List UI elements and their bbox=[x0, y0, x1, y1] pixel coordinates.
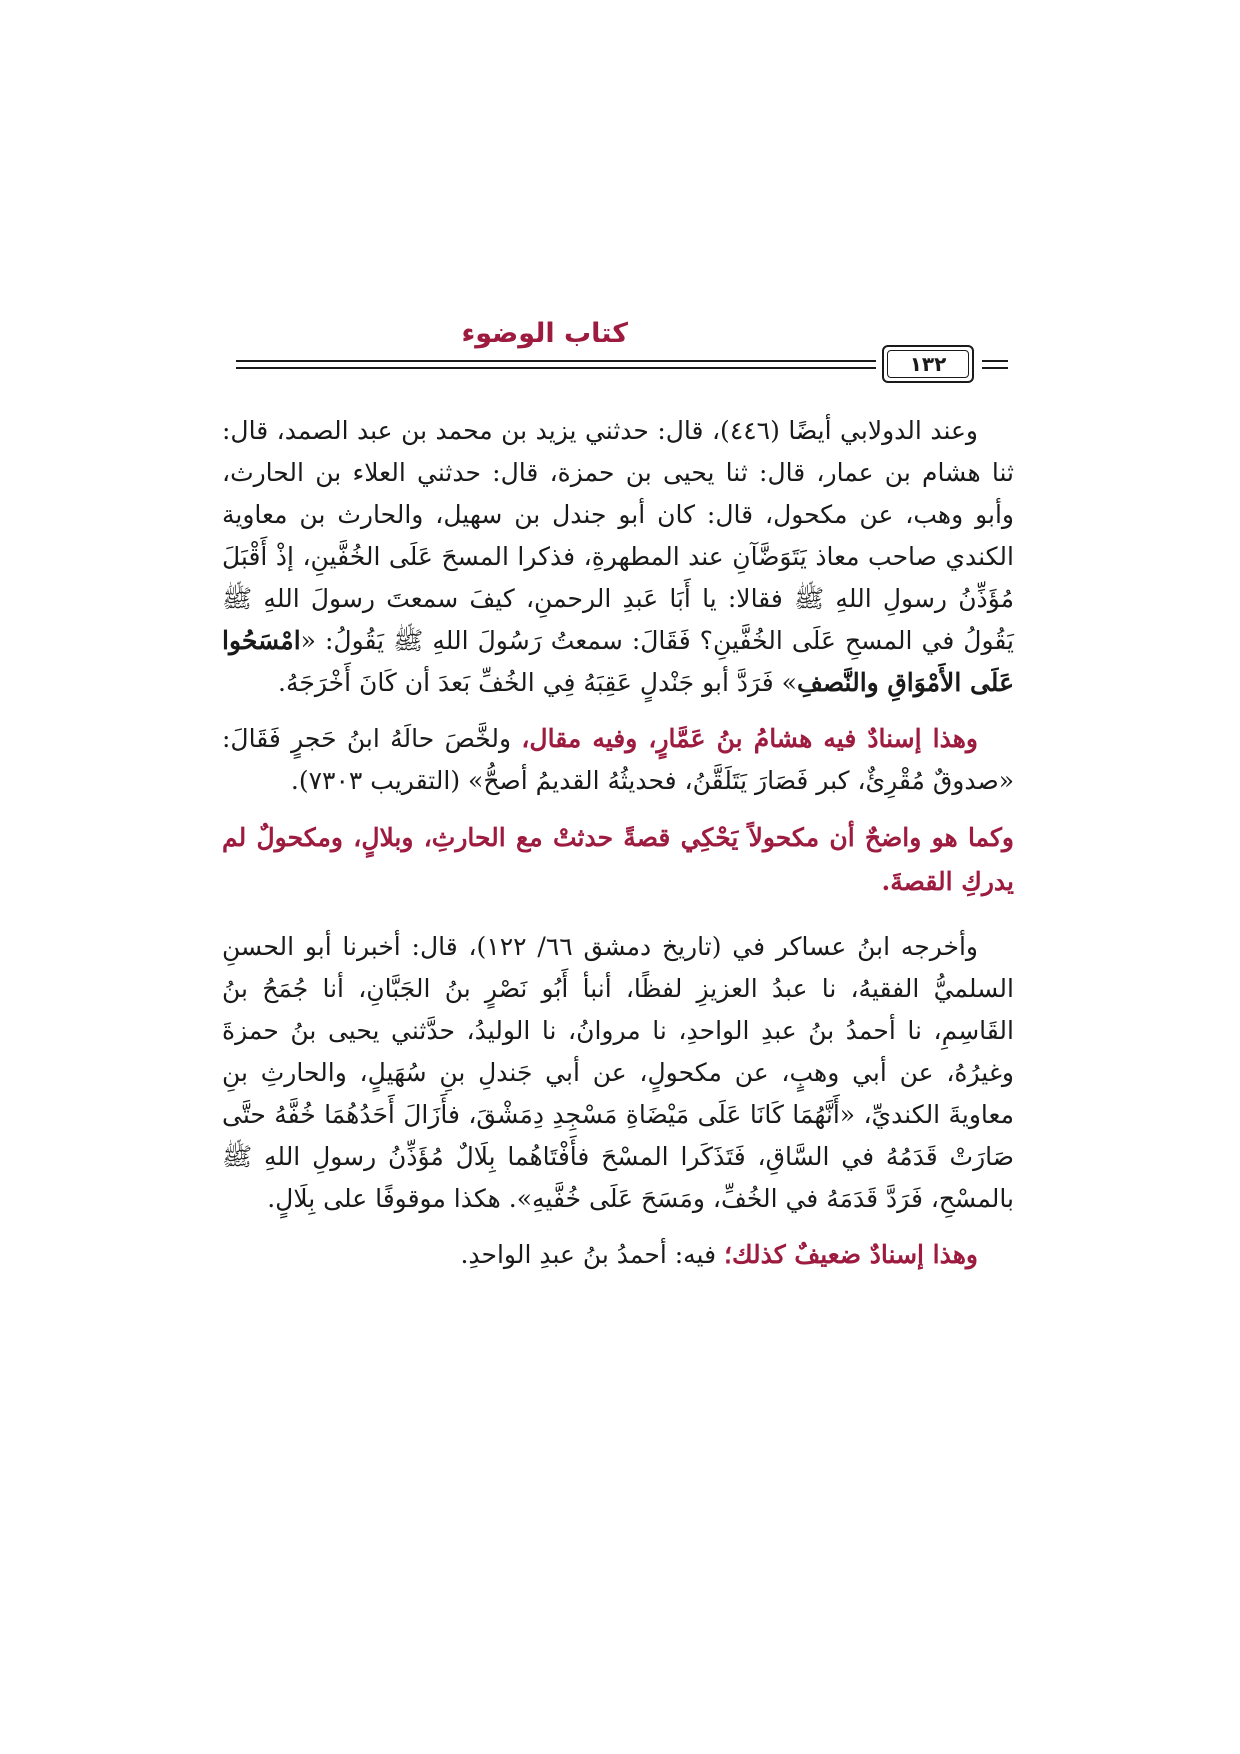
paragraph-makhul-note: وكما هو واضحٌ أن مكحولاً يَحْكِي قصةً حدثتْ مع الحارثِ، وبلالٍ، ومكحولٌ لم يدركِ القصةَ. bbox=[222, 823, 1014, 896]
weak-isnad-judgement: وهذا إسنادٌ ضعيفٌ كذلك؛ bbox=[724, 1240, 978, 1269]
paragraph-isnad-weak bbox=[222, 1234, 1014, 1276]
page-number-frame bbox=[882, 345, 974, 383]
weak-isnad-reason: فيه: أحمدُ بنُ عبدِ الواحدِ. bbox=[460, 1240, 724, 1269]
hadith-quote: امْسَحُوا عَلَى الأَمْوَاقِ والنَّصفِ bbox=[222, 626, 1014, 697]
header-rule-long bbox=[236, 360, 876, 369]
paragraph-dulabi-text: وعند الدولابي أيضًا (٤٤٦)، قال: حدثني يزيد بن محمد بن عبد الصمد، قال: ثنا هشام بن عمار، قال: ثنا يحيى بن حمزة، قال: حدثني العلاء بن الحارث، وأبو وهب، عن مكحول، قال: كان أبو جندل بن سهيل، والحارث بن معاوية الكندي صاحب معاذ يَتَوَضَّآنِ عند المطهرةِ، فذكرا المسحَ عَلَى الخُفَّينِ، إذْ أَقْبَلَ مُؤَذِّنُ رسولِ اللهِ ﷺ فقالا: يا أَبَا عَبدِ الرحمنِ، كيفَ سمعتَ رسولَ اللهِ ﷺ يَقُولُ في المسحِ عَلَى الخُفَّينِ؟ فَقَالَ: سمعتُ رَسُولَ اللهِ ﷺ يَقُولُ: « bbox=[222, 416, 1014, 655]
paragraph-dulabi-end: » فَرَدَّ أبو جَنْدلٍ عَقِبَهُ فِي الخُفِّ بَعدَ أن كَانَ أَخْرَجَهُ. bbox=[278, 668, 797, 697]
book-title: كتاب الوضوء bbox=[461, 318, 628, 349]
paragraph-isnad-hisham bbox=[222, 718, 1014, 802]
paragraph-ibn-asakir: وأخرجه ابنُ عساكر في (تاريخ دمشق ٦٦/ ١٢٢)، قال: أخبرنا أبو الحسنِ السلميُّ الفقيهُ، نا عبدُ العزيزِ لفظًا، أنبأ أَبُو نَصْرٍ بنُ الجَبَّانِ، أنا جُمَحُ بنُ القَاسِمِ، نا أحمدُ بنُ عبدِ الواحدِ، نا مروانُ، نا الوليدُ، حدَّثني يحيى بنُ حمزةَ وغيرُهُ، عن أبي وهبٍ، عن مكحولٍ، عن أبي جَندلِ بنِ سُهَيلٍ، والحارثِ بنِ معاويةَ الكنديِّ، «أَنَّهُمَا كَانَا عَلَى مَيْضَاةِ مَسْجِدِ دِمَشْقَ، فأَزَالَ أَحَدُهُمَا خُفَّهُ حتَّى صَارَتْ قَدَمُهُ في السَّاقِ، فَتَذَكَرا المسْحَ فأَفْتَاهُما بِلَالٌ مُؤَذِّنُ رسولِ اللهِ ﷺ بالمسْحِ، فَرَدَّ قَدَمَهُ في الخُفِّ، ومَسَحَ عَلَى خُفَّيهِ». هكذا موقوفًا على بِلَالٍ. bbox=[222, 932, 1014, 1213]
page-number: ١٣٢ bbox=[909, 352, 947, 376]
isnad-judgement: وهذا إسنادٌ فيه هشامُ بنُ عَمَّارٍ، وفيه مقال، bbox=[521, 724, 978, 753]
header-rule-short bbox=[982, 360, 1008, 369]
paragraph-dulabi bbox=[222, 410, 1014, 704]
page-header bbox=[236, 318, 1008, 382]
isnad-explanation: ولخَّصَ حالَهُ ابنُ حَجرٍ فَقَالَ: «صدوقٌ مُقْرِئٌ، كبر فَصَارَ يَتَلَقَّنُ، فحديثُهُ القديمُ أصحُّ» (التقريب ٧٣٠٣). bbox=[222, 724, 1014, 795]
page-body bbox=[222, 410, 1014, 1276]
